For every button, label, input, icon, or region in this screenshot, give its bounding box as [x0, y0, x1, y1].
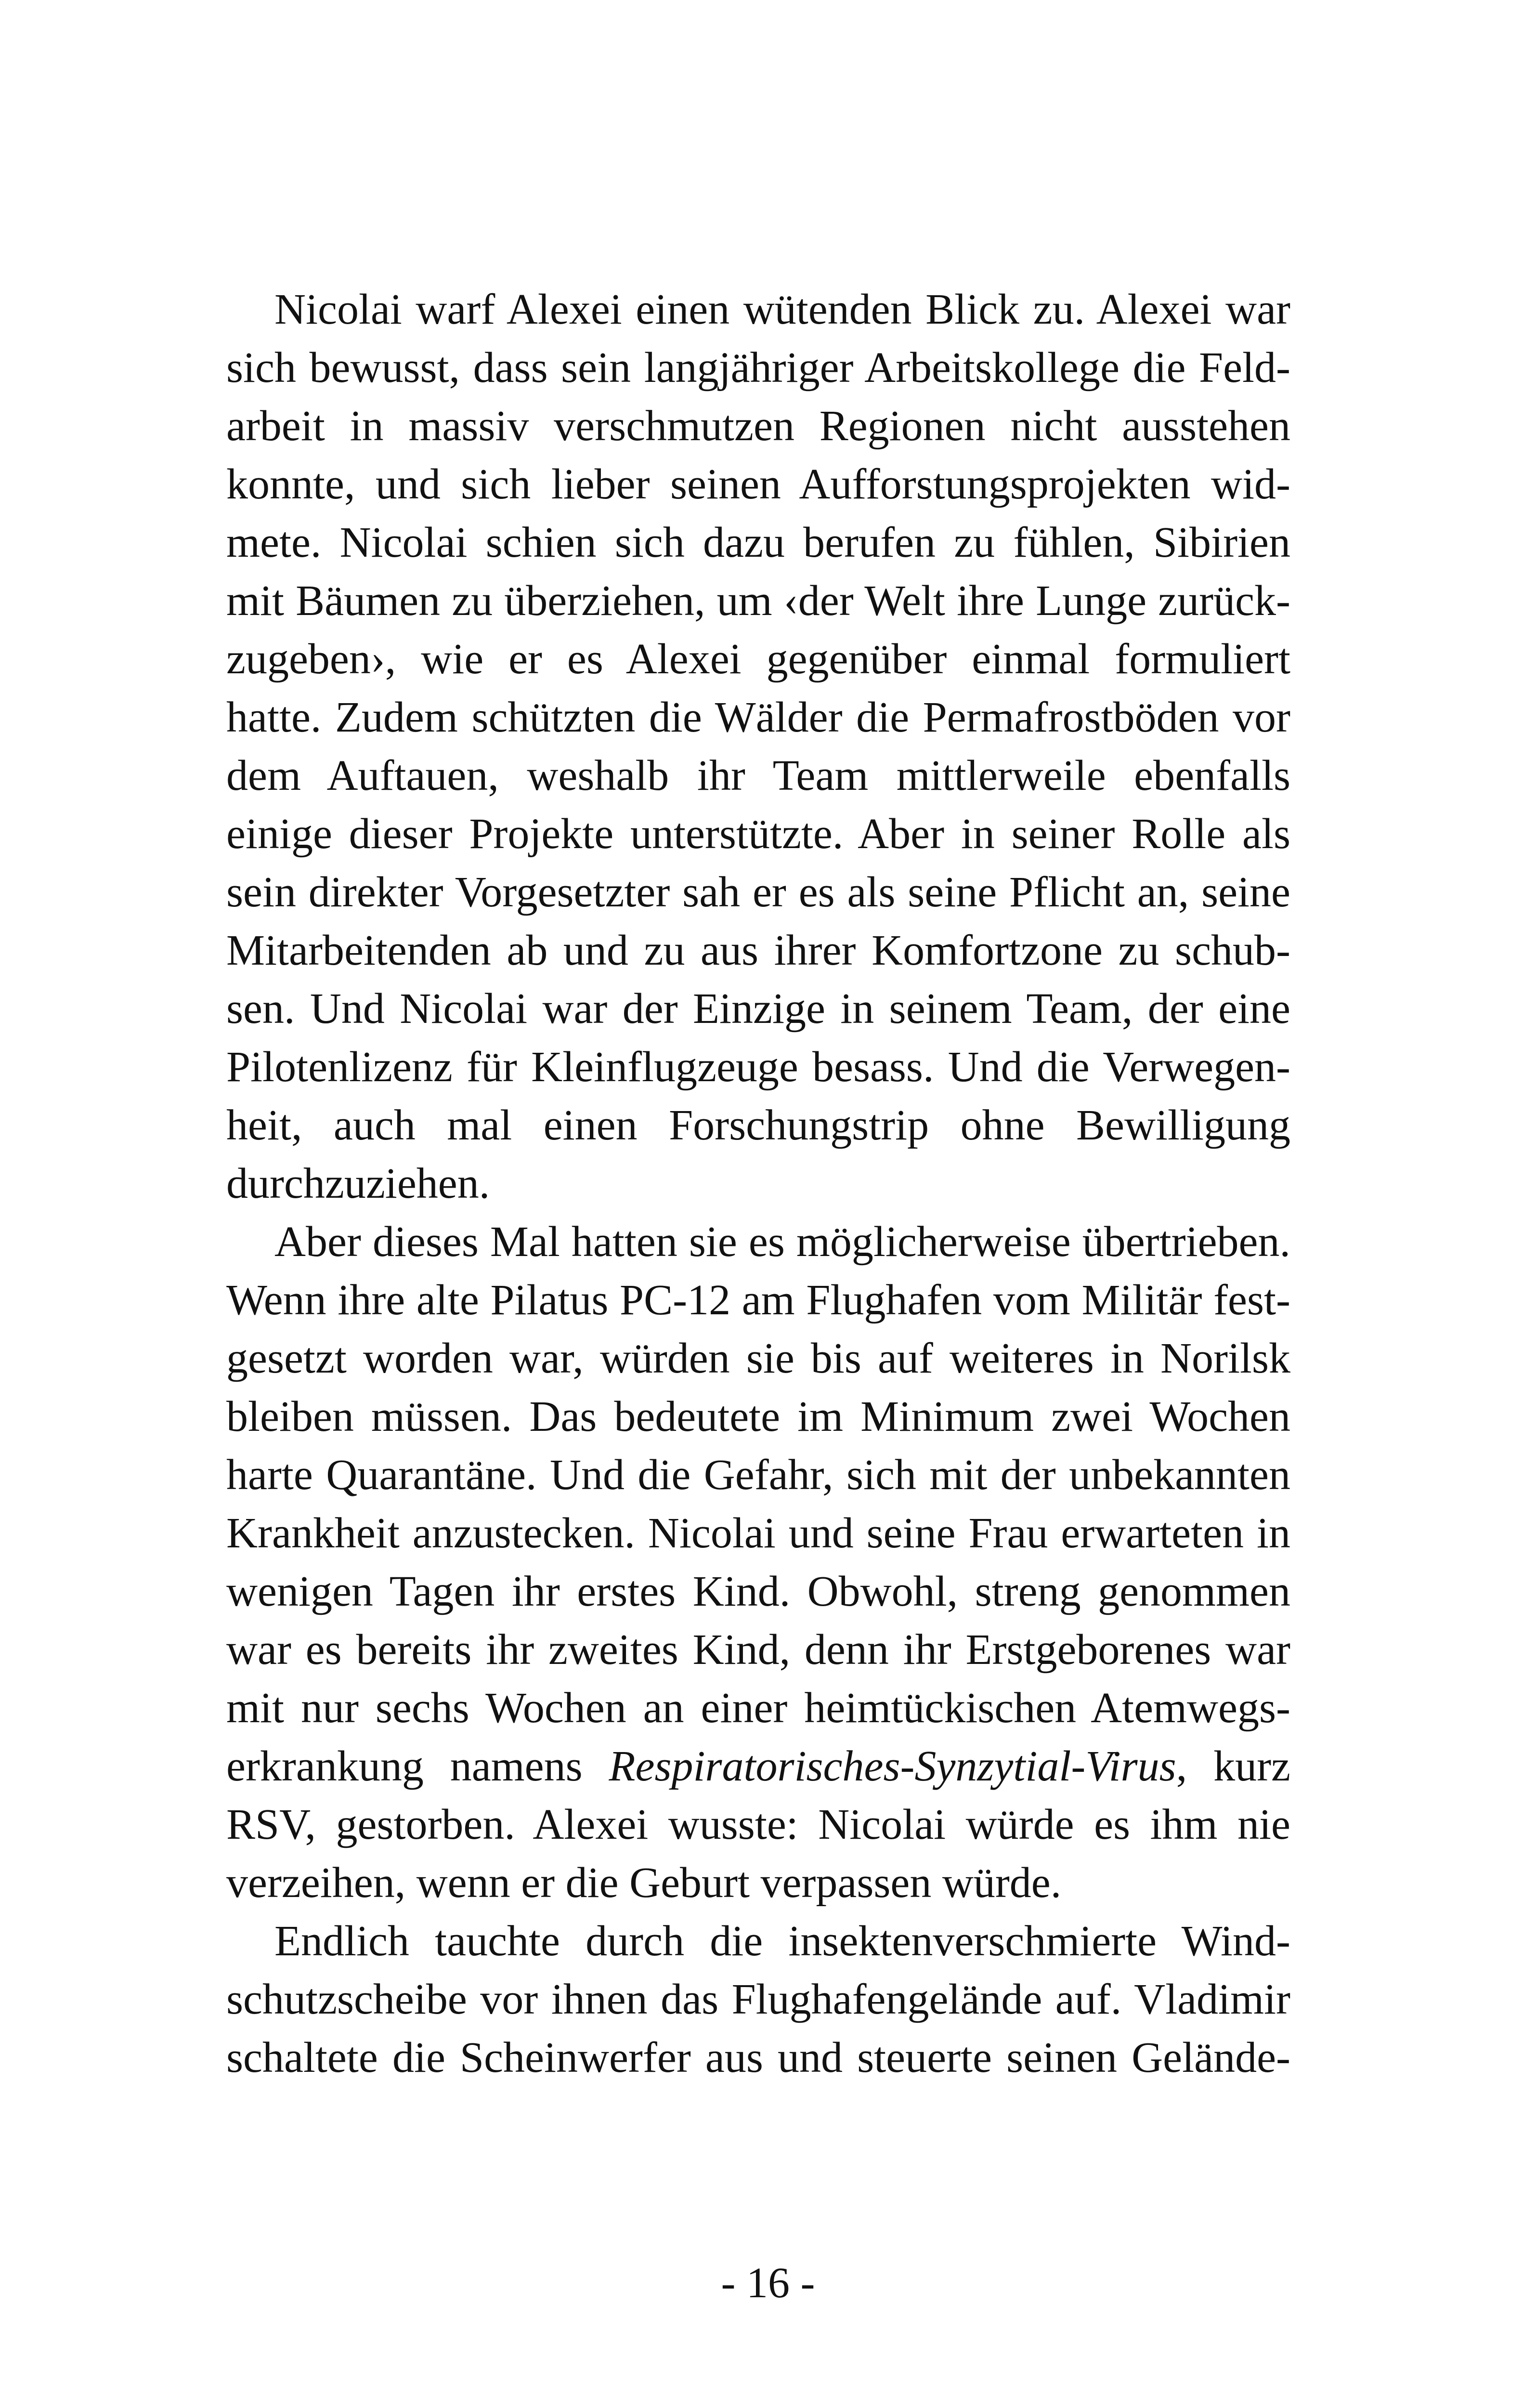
text-line: Krankheit anzustecken. Nicolai und seine Frau erwarteten in — [226, 1509, 1290, 1557]
text-line: RSV, gestorben. Alexei wusste: Nicolai würde es ihm nie — [226, 1801, 1290, 1848]
text-line: zugeben›, wie er es Alexei gegenüber einmal formuliert — [226, 635, 1290, 683]
text-line: harte Quarantäne. Und die Gefahr, sich mit der unbekannten — [226, 1451, 1290, 1499]
text-line: mete. Nicolai schien sich dazu berufen zu fühlen, Sibirien — [226, 519, 1290, 566]
text-segment: , kurz — [1176, 1742, 1290, 1790]
text-line: sich bewusst, dass sein langjähriger Arbeitskollege die Feld- — [226, 344, 1290, 392]
text-line: arbeit in massiv verschmutzen Regionen nicht ausstehen — [226, 402, 1290, 450]
text-line: war es bereits ihr zweites Kind, denn ihr Erstgeborenes war — [226, 1626, 1290, 1674]
text-line: heit, auch mal einen Forschungstrip ohne Bewilligung — [226, 1101, 1290, 1149]
text-line: Endlich tauchte durch die insektenverschmierte Wind- — [274, 1917, 1290, 1965]
text-line: wenigen Tagen ihr erstes Kind. Obwohl, streng genommen — [226, 1568, 1290, 1615]
text-line: hatte. Zudem schützten die Wälder die Permafrostböden vor — [226, 694, 1290, 741]
text-line: konnte, und sich lieber seinen Aufforstungsprojekten wid- — [226, 460, 1290, 508]
page-number: - 16 - — [721, 2259, 815, 2307]
italic-virus-name: Respiratorisches-Synzytial-Virus — [609, 1742, 1176, 1790]
text-line: durchzuziehen. — [226, 1160, 490, 1207]
text-line: dem Auftauen, weshalb ihr Team mittlerweile ebenfalls — [226, 752, 1290, 799]
text-segment: erkrankung namens — [226, 1742, 609, 1790]
text-line-with-italic — [226, 1737, 1290, 1795]
text-line: Nicolai warf Alexei einen wütenden Blick zu. Alexei war — [274, 286, 1290, 333]
text-line: schaltete die Scheinwerfer aus und steuerte seinen Gelände- — [226, 2034, 1290, 2081]
text-line: Aber dieses Mal hatten sie es möglicherweise übertrieben. — [274, 1218, 1290, 1266]
text-line: einige dieser Projekte unterstützte. Aber in seiner Rolle als — [226, 810, 1290, 858]
text-line: bleiben müssen. Das bedeutete im Minimum zwei Wochen — [226, 1393, 1290, 1440]
text-line: Wenn ihre alte Pilatus PC-12 am Flughafen vom Militär fest- — [226, 1276, 1290, 1324]
text-line: sen. Und Nicolai war der Einzige in seinem Team, der eine — [226, 985, 1290, 1033]
text-line: sein direkter Vorgesetzter sah er es als seine Pflicht an, seine — [226, 868, 1290, 916]
text-line: mit nur sechs Wochen an einer heimtückischen Atemwegs- — [226, 1684, 1290, 1732]
body-text — [226, 280, 1290, 2087]
text-line: Mitarbeitenden ab und zu aus ihrer Komfortzone zu schub- — [226, 927, 1290, 974]
text-line: schutzscheibe vor ihnen das Flughafengelände auf. Vladimir — [226, 1976, 1290, 2023]
text-line: mit Bäumen zu überziehen, um ‹der Welt ihre Lunge zurück- — [226, 577, 1290, 625]
text-line: verzeihen, wenn er die Geburt verpassen würde. — [226, 1859, 1062, 1907]
text-line: Pilotenlizenz für Kleinflugzeuge besass. Und die Verwegen- — [226, 1043, 1290, 1091]
text-line: gesetzt worden war, würden sie bis auf weiteres in Norilsk — [226, 1335, 1290, 1382]
